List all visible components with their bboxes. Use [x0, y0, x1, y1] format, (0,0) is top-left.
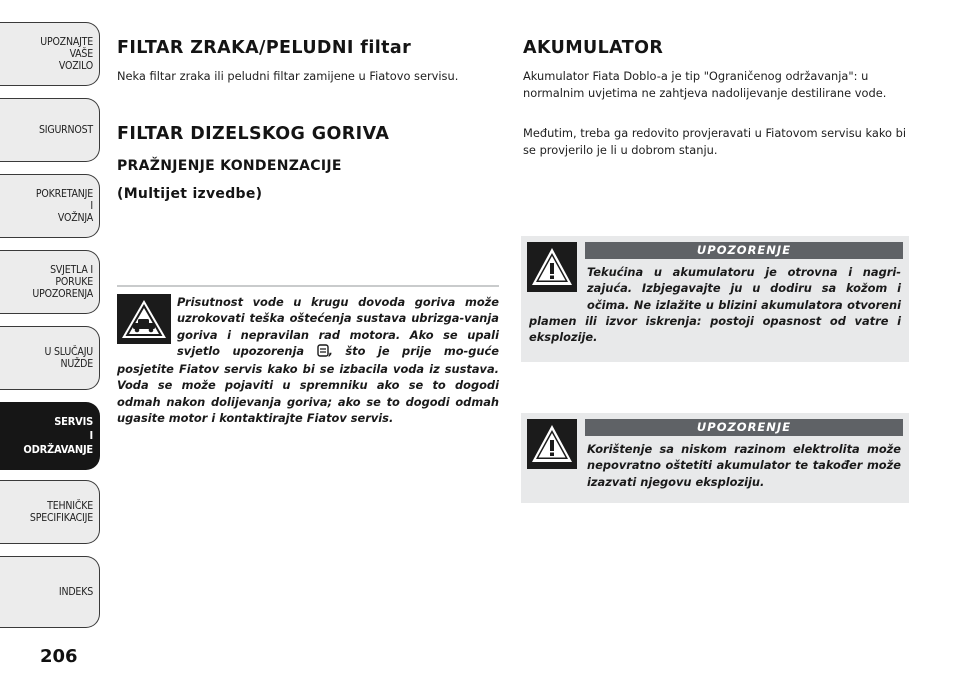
battery-title: AKUMULATOR	[523, 38, 664, 58]
battery-paragraph-1: Akumulator Fiata Doblo-a je tip "Ograničenog održavanja": u normalnim uvjetima ne zahtjeva nadolijevanje destilirane vode.	[523, 69, 887, 100]
tab-label: TEHNIČKE SPECIFIKACIJE	[29, 500, 93, 524]
tab-u-slucaju-nuzde[interactable]	[0, 326, 100, 390]
tab-label: UPOZNAJTE VAŠE VOZILO	[40, 36, 93, 72]
warning-box-acid	[521, 236, 909, 362]
warning-banner: UPOZORENJE	[585, 419, 903, 436]
tab-label: SVJETLA I PORUKE UPOZORENJA	[32, 264, 93, 300]
water-in-fuel-icon	[317, 344, 329, 361]
warning-banner: UPOZORENJE	[585, 242, 903, 259]
drain-title: PRAŽNJENJE KONDENZACIJE	[117, 158, 342, 174]
warning-text-electrolyte: Korištenje sa niskom razinom elektrolita može nepovratno oštetiti akumulator te također može izazvati njegovu eksploziju.	[587, 442, 901, 489]
tab-svjetla-i-poruke[interactable]	[0, 250, 100, 314]
warning-text-acid: Tekućina u akumulatoru je otrovna i nagri-zajuća. Izbjegavajte ju u dodiru sa kožom i očima. Ne izlažite u blizini akumulatora otvoreni plamen ili izvor iskrenja: postoji opasnost od vatre i eksplozije.	[529, 265, 901, 345]
filter-text: Neka filtar zraka ili peludni filtar zamijene u Fiatovo servisu.	[117, 69, 459, 83]
tab-upoznajte-vase-vozilo[interactable]	[0, 22, 100, 86]
tab-tehnicke-specifikacije[interactable]	[0, 480, 100, 544]
tab-label: INDEKS	[58, 586, 93, 598]
tab-label: SIGURNOST	[38, 124, 93, 136]
vehicle-caution-icon	[117, 294, 171, 344]
tab-sigurnost[interactable]	[0, 98, 100, 162]
note-text: Prisutnost vode u krugu dovoda goriva može uzrokovati teška oštećenja sustava ubrizga-vanja goriva i nepravilan rad motora. Ako se upali svjetlo upozorenja	[177, 295, 499, 358]
note-block	[117, 294, 499, 426]
section-divider	[117, 285, 499, 287]
filter-title: FILTAR ZRAKA/PELUDNI filtar	[117, 38, 412, 58]
note-text-2: , što je prije mo-guće posjetite Fiatov servis kako bi se izbacila voda iz sustava. Voda se može pojaviti u spremniku ako se to dogodi odmah nakon dolijevanja goriva; ako se to dogodi odmah ugasite motor i kontaktirajte Fiatov servis.	[117, 343, 499, 426]
tab-servis-i-odrzavanje[interactable]	[0, 402, 100, 470]
tab-pokretanje-i-voznja[interactable]	[0, 174, 100, 238]
tab-label: SERVIS I ODRŽAVANJE	[23, 415, 93, 456]
tab-label: U SLUČAJU NUŽDE	[44, 346, 93, 370]
diesel-filter-title: FILTAR DIZELSKOG GORIVA	[117, 124, 390, 144]
multijet-title: (Multijet izvedbe)	[117, 186, 263, 202]
tab-label: POKRETANJE I VOŽNJA	[35, 188, 93, 224]
tab-indeks[interactable]	[0, 556, 100, 628]
warning-box-electrolyte	[521, 413, 909, 503]
battery-paragraph-2: Međutim, treba ga redovito provjeravati u Fiatovom servisu kako bi se provjerilo je li u dobrom stanju.	[523, 126, 907, 157]
page-number: 206	[40, 646, 78, 667]
